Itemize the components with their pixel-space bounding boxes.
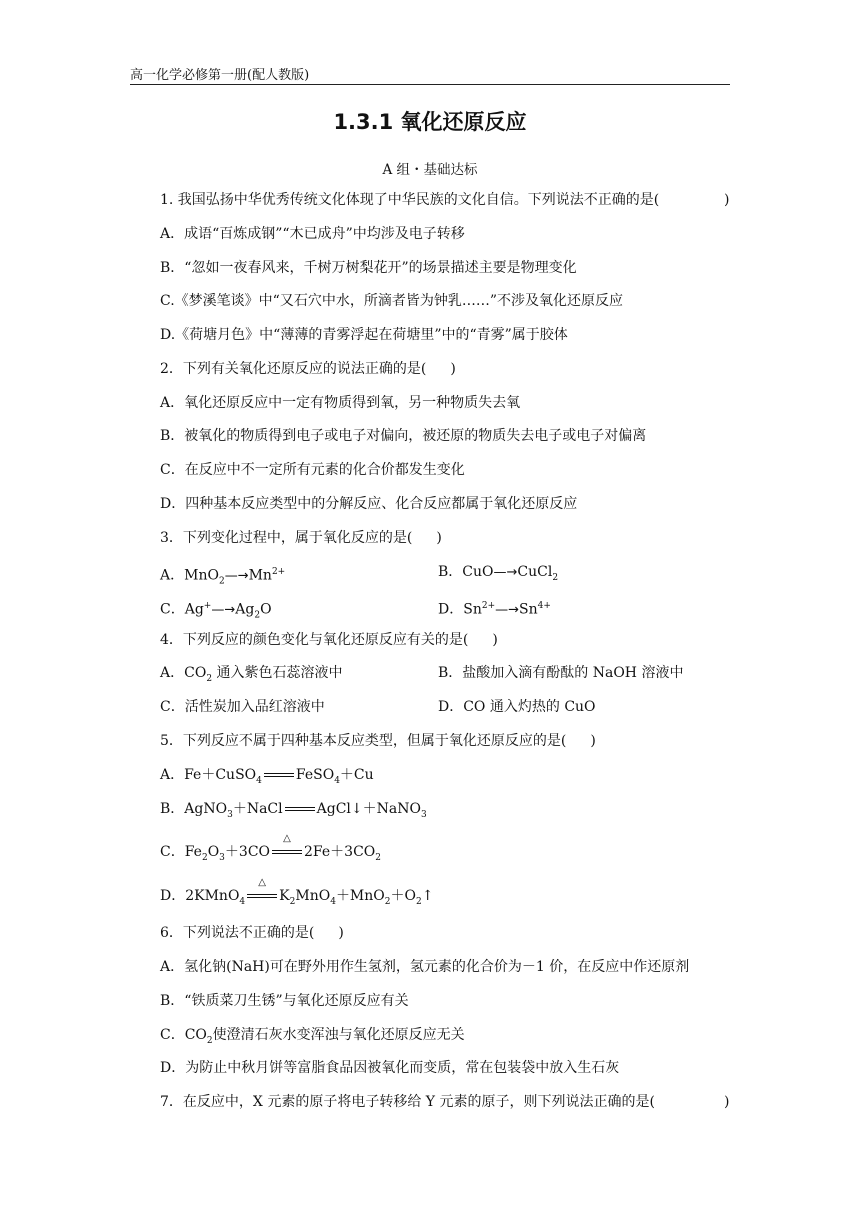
question-5-option-c: C．$Fe_2O_3+3CO$ △ $2Fe+3CO_2$ [160,833,381,863]
question-2-option-a: A．氧化还原反应中一定有物质得到氧，另一种物质失去氧 [160,395,521,411]
heat-equals-sign-icon: △ [270,843,304,861]
header-text: 高一化学必修第一册(配人教版) [130,68,310,83]
question-2-stem: 2．下列有关氧化还原反应的说法正确的是( ) [160,361,456,377]
question-1-option-b: B．“忽如一夜春风来，千树万树梨花开”的场景描述主要是物理变化 [160,260,577,276]
question-6-option-a: A．氢化钠(NaH)可在野外用作生氢剂，氢元素的化合价为－1 价，在反应中作还原剂 [160,959,690,975]
question-4-option-d: D．CO 通入灼热的 CuO [438,699,596,715]
question-3-option-b: B．CuO—→CuCl$_2$ [438,564,559,583]
question-5-option-d: D．2KMnO$_4$ △ $K_2MnO_4+MnO_2+O_2↑$ [160,877,434,907]
section-heading: A 组・基础达标 [382,162,478,178]
question-2-option-c: C．在反应中不一定所有元素的化合价都发生变化 [160,462,465,478]
running-header [130,64,730,85]
question-4-option-c: C．活性炭加入品红溶液中 [160,699,325,715]
question-2-option-d: D．四种基本反应类型中的分解反应、化合反应都属于氧化还原反应 [160,496,578,512]
question-5-option-a: A．Fe＋CuSO$_4$ FeSO$_4$＋Cu [160,767,374,786]
question-1-option-c: C.《梦溪笔谈》中“又石穴中水，所滴者皆为钟乳……”不涉及氧化还原反应 [160,293,623,309]
question-6-option-c: C．$CO_2$使澄清石灰水变浑浊与氧化还原反应无关 [160,1027,465,1046]
question-2-option-b: B．被氧化的物质得到电子或电子对偏向，被还原的物质失去电子或电子对偏离 [160,428,647,444]
page-title: 1.3.1 氧化还原反应 [333,110,527,134]
question-3-stem: 3．下列变化过程中，属于氧化反应的是( ) [160,530,442,546]
equals-sign-icon [262,766,296,784]
question-6-option-b: B．“铁质菜刀生锈”与氧化还原反应有关 [160,993,409,1009]
question-1-stem: 1. 我国弘扬中华优秀传统文化体现了中华民族的文化自信。下列说法不正确的是( [160,192,660,208]
question-6-stem: 6．下列说法不正确的是( ) [160,925,344,941]
question-4-stem: 4．下列反应的颜色变化与氧化还原反应有关的是( ) [160,632,498,648]
question-4-option-b: B．盐酸加入滴有酚酞的 NaOH 溶液中 [438,665,684,681]
question-5-stem: 5．下列反应不属于四种基本反应类型，但属于氧化还原反应的是( ) [160,733,596,749]
question-5-option-b: B．AgNO$_3$＋NaCl AgCl↓＋NaNO$_3$ [160,801,427,820]
question-3-option-d: D．$Sn^{2+}—\to Sn^{4+}$ [438,601,551,618]
question-1-option-d: D.《荷塘月色》中“薄薄的青雾浮起在荷塘里”中的“青雾”属于胶体 [160,327,568,343]
question-3-option-c: C．$Ag^+—\to Ag_2O$ [160,601,272,621]
equals-sign-icon [283,800,317,818]
question-1-close: ) [724,192,730,208]
question-3-option-a: A．$MnO_2—\to Mn^{2+}$ [160,567,286,587]
question-7-close: ) [724,1094,730,1110]
question-7-stem: 7．在反应中，X 元素的原子将电子转移给 Y 元素的原子，则下列说法正确的是( [160,1094,655,1110]
question-4-option-a: A．$CO_2$ 通入紫色石蕊溶液中 [160,665,343,684]
heat-equals-sign-icon: △ [245,887,279,905]
question-6-option-d: D．为防止中秋月饼等富脂食品因被氧化而变质，常在包装袋中放入生石灰 [160,1060,620,1076]
question-1-option-a: A．成语“百炼成钢”“木已成舟”中均涉及电子转移 [160,226,465,242]
